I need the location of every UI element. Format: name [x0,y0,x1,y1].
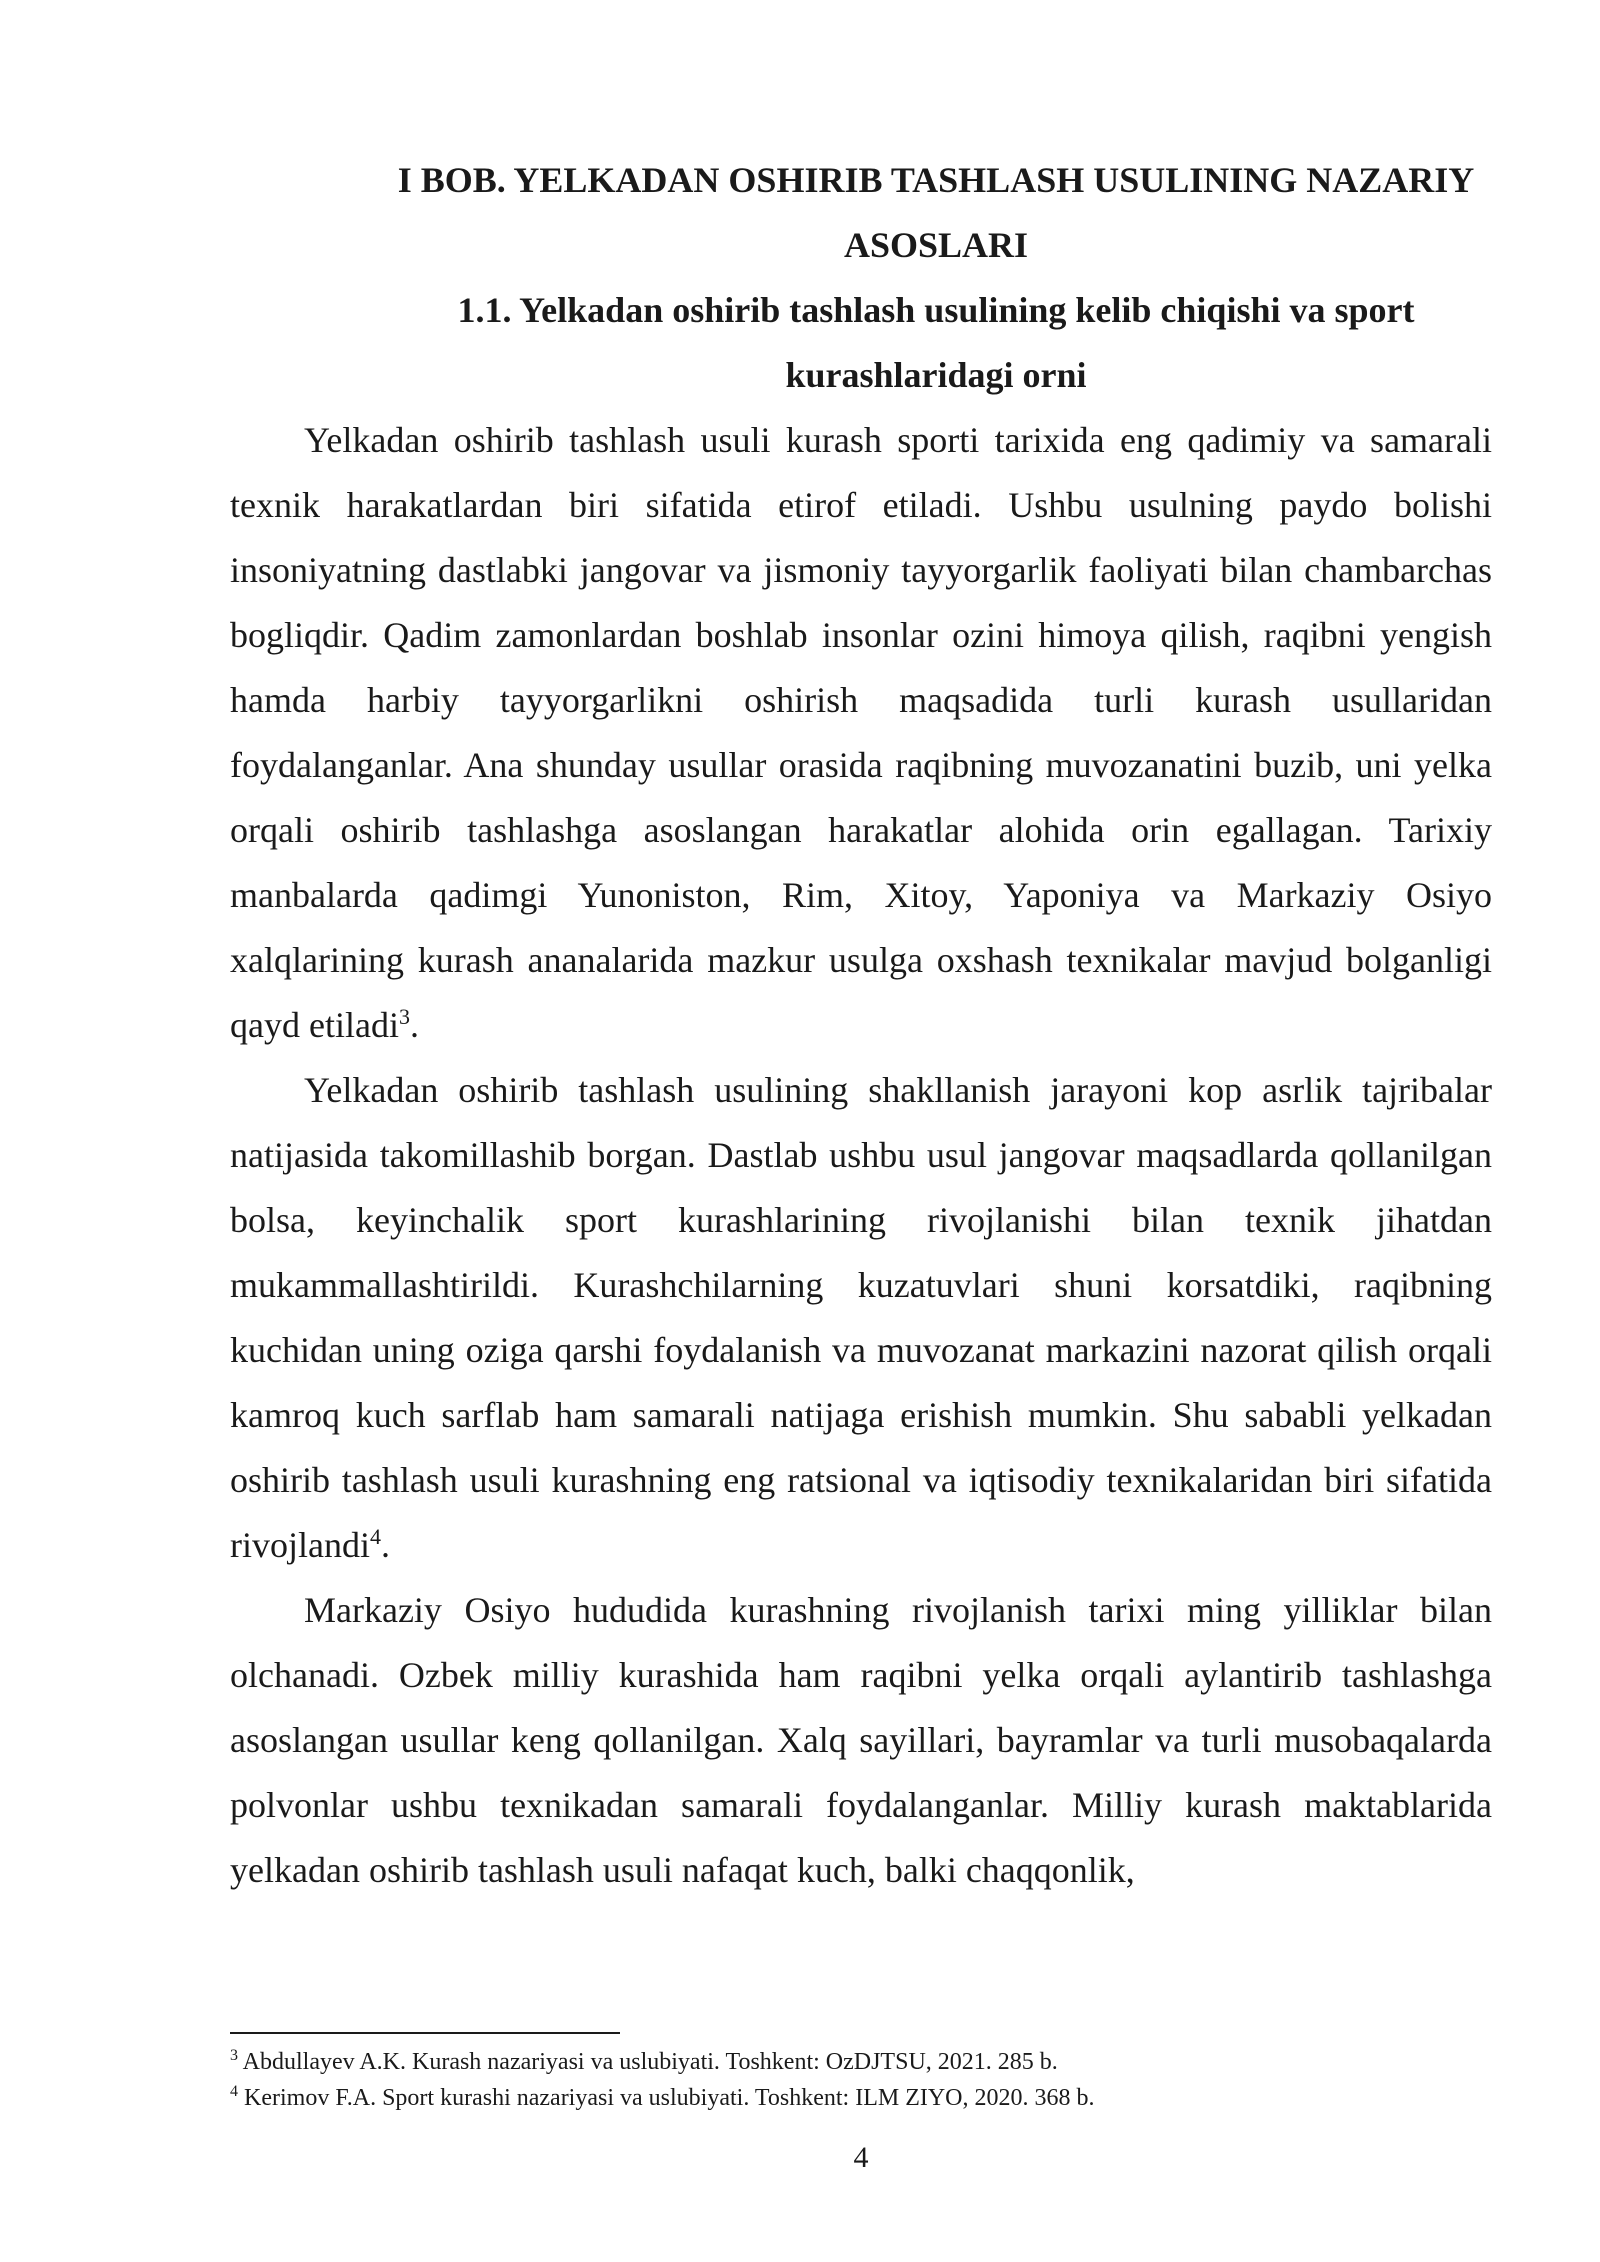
section-title-line2: kurashlaridagi orni [785,355,1087,395]
footnote [230,2044,1492,2080]
footnote-separator [230,2032,620,2034]
footnote-number: 3 [230,2047,238,2064]
page-number: 4 [853,2141,869,2174]
paragraph-end: . [380,1525,390,1565]
paragraph-text: Markaziy Osiyo hududida kurashning rivojlanish tarixi ming yilliklar bilan olchanadi. Ozbek milliy kurashida ham raqibni yelka orqali aylantirib tashlashga asoslangan usullar keng qollanilgan. Xalq sayillari, bayramlar va turli musobaqalarda polvonlar ushbu texnikadan samarali foydalanganlar. Milliy kurash maktablarida yelkadan oshirib tashlash usuli nafaqat kuch, balki chaqqonlik, [230,1590,1492,1890]
chapter-title [230,148,1492,278]
page-body [230,148,1492,1903]
footnote-reference: 4 [369,1524,381,1549]
footnote-text: Abdullayev A.K. Kurash nazariyasi va uslubiyati. Toshkent: OzDJTSU, 2021. 285 b. [238,2049,1058,2075]
footnote [230,2080,1492,2116]
footnote-number: 4 [230,2083,238,2100]
section-title [230,278,1492,408]
footnote-reference: 3 [398,1004,410,1029]
paragraph-end: . [409,1005,419,1045]
paragraph [230,1578,1492,1903]
paragraph-text: Yelkadan oshirib tashlash usulining shakllanish jarayoni kop asrlik tajribalar natijasida takomillashib borgan. Dastlab ushbu usul jangovar maqsadlarda qollanilgan bolsa, keyinchalik sport kurashlarining rivojlanishi bilan texnik jihatdan mukammallashtirildi. Kurashchilarning kuzatuvlari shuni korsatdiki, raqibning kuchidan uning oziga qarshi foydalanish va muvozanat markazini nazorat qilish orqali kamroq kuch sarflab ham samarali natijaga erishish mumkin. Shu sababli yelkadan oshirib tashlash usuli kurashning eng ratsional va iqtisodiy texnikalaridan biri sifatida rivojlandi [230,1070,1492,1565]
paragraph-text: Yelkadan oshirib tashlash usuli kurash sporti tarixida eng qadimiy va samarali texnik harakatlardan biri sifatida etirof etiladi. Ushbu usulning paydo bolishi insoniyatning dastlabki jangovar va jismoniy tayyorgarlik faoliyati bilan chambarchas bogliqdir. Qadim zamonlardan boshlab insonlar ozini himoya qilish, raqibni yengish hamda harbiy tayyorgarlikni oshirish maqsadida turli kurash usullaridan foydalanganlar. Ana shunday usullar orasida raqibning muvozanatini buzib, uni yelka orqali oshirib tashlashga asoslangan harakatlar alohida orin egallagan. Tarixiy manbalarda qadimgi Yunoniston, Rim, Xitoy, Yaponiya va Markaziy Osiyo xalqlarining kurash ananalarida mazkur usulga oxshash texnikalar mavjud bolganligi qayd etiladi [230,420,1492,1045]
chapter-title-line1: I BOB. YELKADAN OSHIRIB TASHLASH USULINING NAZARIY [397,160,1475,200]
chapter-title-line2: ASOSLARI [843,225,1029,265]
paragraph [230,1058,1492,1578]
paragraph [230,408,1492,1058]
footnote-text: Kerimov F.A. Sport kurashi nazariyasi va uslubiyati. Toshkent: ILM ZIYO, 2020. 368 b. [238,2085,1095,2111]
footnotes [230,2044,1492,2116]
section-title-line1: 1.1. Yelkadan oshirib tashlash usulining kelib chiqishi va sport [457,290,1415,330]
